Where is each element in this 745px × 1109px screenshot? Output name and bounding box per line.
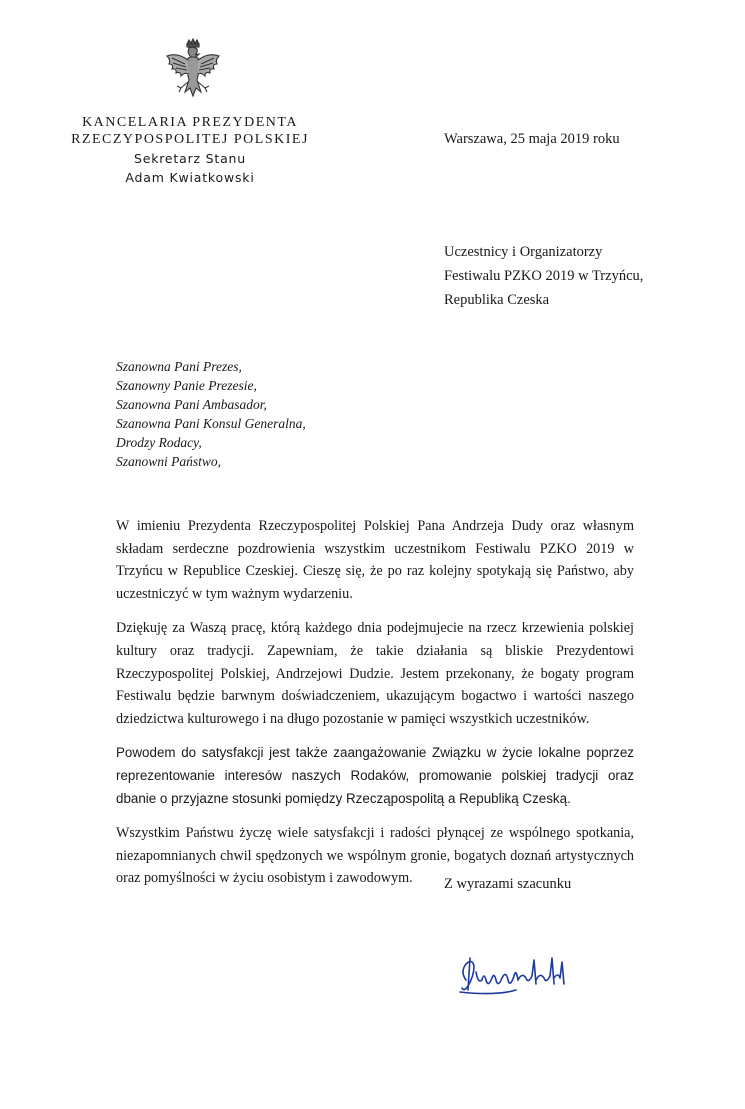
recipient-line: Festiwalu PZKO 2019 w Trzyńcu, — [444, 268, 644, 284]
recipient-line: Republika Czeska — [444, 292, 550, 308]
signature-image — [456, 950, 574, 998]
salutation-block — [116, 357, 306, 471]
salutation-line: Szanowny Panie Prezesie, — [116, 378, 257, 393]
closing-line: Z wyrazami szacunku — [444, 876, 572, 892]
body-paragraph-4: Wszystkim Państwu życzę wiele satysfakcji i radości płynącej ze wspólnego spotkania, niezapomnianych chwil spędzonych we wspólnym gronie, bogatych doznań artystycznych oraz pomyślności w życiu osobistym i zawodowym. — [116, 825, 634, 887]
letterhead — [60, 114, 320, 186]
salutation-line: Szanowna Pani Prezes, — [116, 359, 242, 374]
letter-date: Warszawa, 25 maja 2019 roku — [444, 131, 620, 147]
salutation-line: Drodzy Rodacy, — [116, 435, 202, 450]
salutation-line: Szanowni Państwo, — [116, 454, 222, 469]
body-paragraph-2: Dziękuję za Waszą pracę, którą każdego dnia podejmujecie na rzecz krzewienia polskiej kultury oraz tradycji. Zapewniam, że takie działania są bliskie Prezydentowi Rzeczypospolitej Polskiej, Andrzejowi Dudzie. Jestem przekonany, że bogaty program Festiwalu będzie barwnym doświadczeniem, ukazującym bogactwo i wartości naszego dziedzictwa kulturowego i na długo pozostanie w pamięci wszystkich uczestników. — [116, 620, 634, 727]
salutation-line: Szanowna Pani Ambasador, — [116, 397, 267, 412]
eagle-emblem-icon — [163, 38, 223, 106]
body-paragraph-3: Powodem do satysfakcji jest także zaangażowanie Związku w życie lokalne poprzez reprezentowanie interesów naszych Rodaków, promowanie polskiej tradycji oraz dbanie o przyjazne stosunki pomiędzy Rzecząpospolitą a Republiką Czeską. — [116, 745, 634, 806]
recipient-block — [444, 240, 643, 312]
letter-body — [116, 515, 634, 902]
sender-role: Sekretarz Stanu — [134, 151, 246, 166]
salutation-line: Szanowna Pani Konsul Generalna, — [116, 416, 306, 431]
recipient-line: Uczestnicy i Organizatorzy — [444, 244, 603, 260]
org-name-line1: KANCELARIA PREZYDENTA — [82, 115, 298, 130]
org-name-line2: RZECZYPOSPOLITEJ POLSKIEJ — [71, 132, 309, 147]
body-paragraph-1: W imieniu Prezydenta Rzeczypospolitej Polskiej Pana Andrzeja Dudy oraz własnym składam serdeczne pozdrowienia wszystkim uczestnikom Festiwalu PZKO 2019 w Trzyńcu w Republice Czeskiej. Cieszę się, że po raz kolejny spotykają się Państwo, aby uczestniczyć w tym ważnym wydarzeniu. — [116, 518, 634, 602]
sender-name: Adam Kwiatkowski — [125, 170, 255, 185]
